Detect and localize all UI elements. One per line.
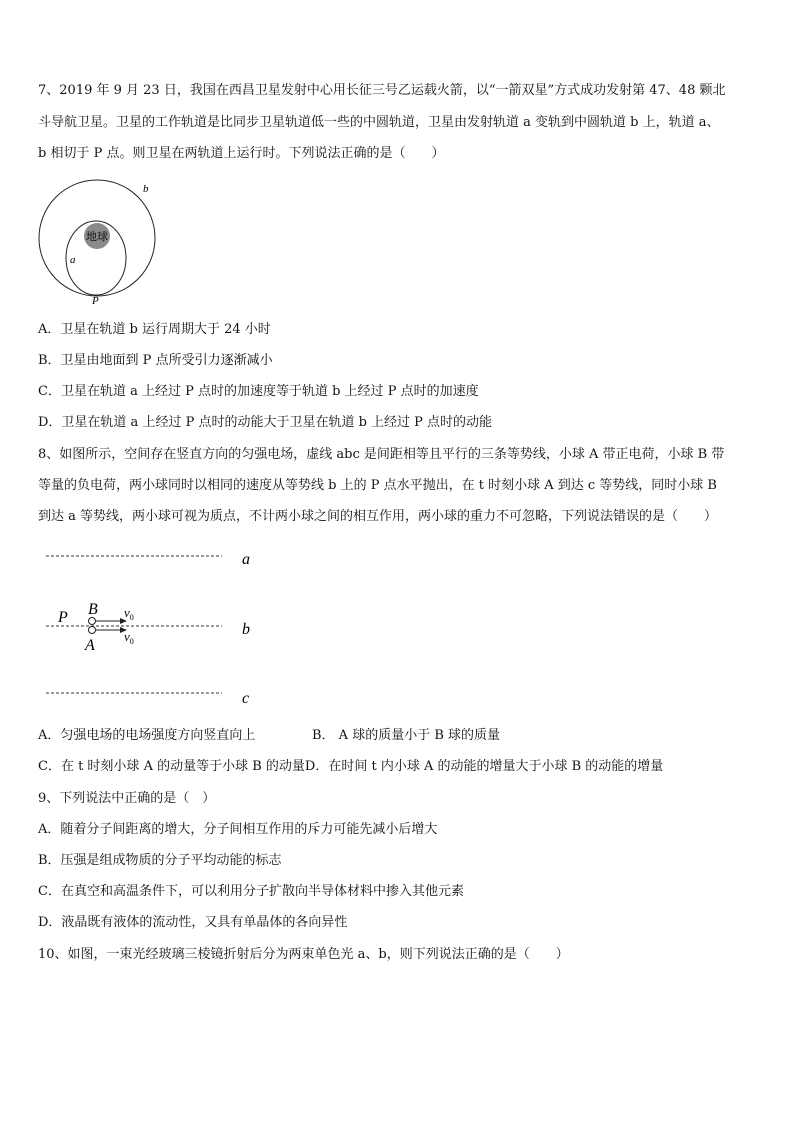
ball-a <box>89 627 96 634</box>
q9-option-d: D．液晶既有液体的流动性，又具有单晶体的各向异性 <box>38 915 348 930</box>
q9-stem: 9、下列说法中正确的是（ ） <box>38 791 216 806</box>
q7-option-d: D．卫星在轨道 a 上经过 P 点时的动能大于卫星在轨道 b 上经过 P 点时的动能 <box>38 415 493 430</box>
orbit-a-label: a <box>70 254 76 266</box>
point-p-label: P <box>92 295 99 307</box>
q8-stem-line-1: 8、如图所示，空间存在竖直方向的匀强电场，虚线 abc 是间距相等且平行的三条等势线，小球 A 带正电荷，小球 B 带 <box>38 447 725 462</box>
orbit-b-label: b <box>143 183 149 195</box>
line-a-label: a <box>242 551 250 568</box>
q9-option-a: A．随着分子间距离的增大，分子间相互作用的斥力可能先减小后增大 <box>38 822 438 837</box>
velocity-a-label: $v_0$ <box>124 629 134 646</box>
q7-orbit-figure <box>30 178 170 308</box>
q7-option-a: A．卫星在轨道 b 运行周期大于 24 小时 <box>38 322 271 337</box>
q7-option-c: C．卫星在轨道 a 上经过 P 点时的加速度等于轨道 b 上经过 P 点时的加速度 <box>38 384 479 399</box>
q8-stem-line-3: 到达 a 等势线，两小球可视为质点，不计两小球之间的相互作用，两小球的重力不可忽略，下列说法错误的是（ ） <box>38 509 718 524</box>
earth-label: 地球 <box>86 231 108 243</box>
q7-option-b: B．卫星由地面到 P 点所受引力逐渐减小 <box>38 353 273 368</box>
q10-stem: 10、如图，一束光经玻璃三棱镜折射后分为两束单色光 a、b，则下列说法正确的是（ ） <box>38 947 569 962</box>
q7-stem-line-2: 斗导航卫星。卫星的工作轨道是比同步卫星轨道低一些的中圆轨道，卫星由发射轨道 a 变轨到中圆轨道 b 上，轨道 a、 <box>38 115 720 130</box>
ball-a-label: A <box>85 637 95 654</box>
q7-stem-line-3: b 相切于 P 点。则卫星在两轨道上运行时。下列说法正确的是（ ） <box>38 146 445 161</box>
q8-option-a: A．匀强电场的电场强度方向竖直向上 <box>38 728 256 743</box>
q9-option-b: B．压强是组成物质的分子平均动能的标志 <box>38 853 282 868</box>
line-b-label: b <box>242 621 250 638</box>
q9-option-c: C．在真空和高温条件下，可以利用分子扩散向半导体材料中掺入其他元素 <box>38 884 464 899</box>
q8-stem-line-2: 等量的负电荷，两小球同时以相同的速度从等势线 b 上的 P 点水平抛出，在 t 时刻小球 A 到达 c 等势线，同时小球 B <box>38 478 717 493</box>
q8-field-figure <box>40 540 280 710</box>
q8-option-c-d: C．在 t 时刻小球 A 的动量等于小球 B 的动量D．在时间 t 内小球 A 的动能的增量大于小球 B 的动能的增量 <box>38 759 664 774</box>
line-c-label: c <box>242 690 250 707</box>
ball-b-label: B <box>88 601 98 618</box>
q7-stem-line-1: 7、2019 年 9 月 23 日，我国在西昌卫星发射中心用长征三号乙运载火箭，以“一箭双星”方式成功发射第 47、48 颗北 <box>38 83 726 98</box>
ball-b <box>89 618 96 625</box>
q8-option-b: B． A 球的质量小于 B 球的质量 <box>312 728 501 743</box>
point-p-label: P <box>58 609 68 626</box>
velocity-b-label: $v_0$ <box>124 605 134 622</box>
